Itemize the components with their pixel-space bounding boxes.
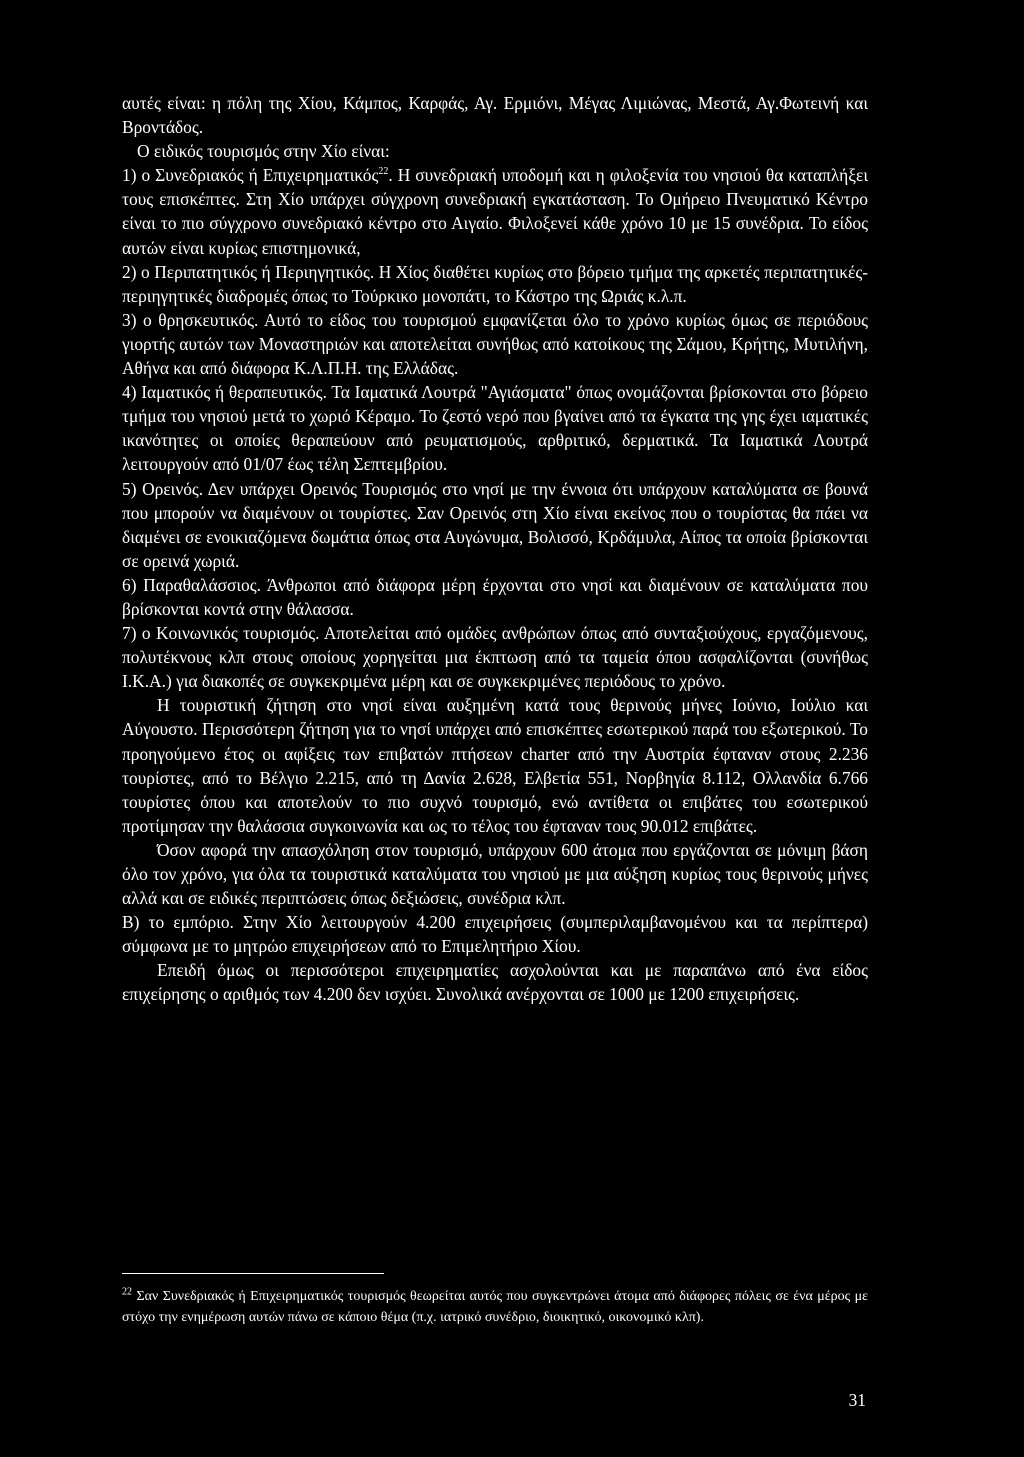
paragraph: 3) ο θρησκευτικός. Αυτό το είδος του τουρισμού εμφανίζεται όλο το χρόνο κυρίως όμως σε περιόδους γιορτής αυτών των Μοναστηριών και αποτελείται συνήθως από κατοίκους της Σάμου, Κρήτης, Μυτιλήνη, Αθήνα και από διάφορα Κ.Λ.Π.Η. της Ελλάδας. [122, 309, 868, 379]
paragraph: 2) ο Περιπατητικός ή Περιηγητικός. Η Χίος διαθέτει κυρίως στο βόρειο τμήμα της αρκετές περιπατητικές-περιηγητικές διαδρομές όπως το Τούρκικο μονοπάτι, το Κάστρο της Ωριάς κ.λ.π. [122, 261, 868, 306]
paragraph: Επειδή όμως οι περισσότεροι επιχειρηματίες ασχολούνται και με παραπάνω από ένα είδος επιχείρησης ο αριθμός των 4.200 δεν ισχύει. Συνολικά ανέρχονται σε 1000 με 1200 επιχειρήσεις. [122, 960, 868, 1005]
paragraph: Β) το εμπόριο. Στην Χίο λειτουργούν 4.200 επιχειρήσεις (συμπεριλαμβανομένου και τα περίπτερα) σύμφωνα με το μητρώο επιχειρήσεων από το Επιμελητήριο Χίου. [122, 912, 868, 957]
paragraph: Ο ειδικός τουρισμός στην Χίο είναι: [137, 141, 390, 162]
paragraph: αυτές είναι: η πόλη της Χίου, Κάμπος, Καρφάς, Αγ. Ερμιόνι, Μέγας Λιμιώνας, Μεστά, Αγ.Φωτεινή και Βροντάδος. [122, 93, 868, 138]
footnote [122, 1286, 868, 1328]
footnote-marker: 22 [122, 1286, 132, 1298]
paragraph: 6) Παραθαλάσσιος. Άνθρωποι από διάφορα μέρη έρχονται στο νησί και διαμένουν σε καταλύματα που βρίσκονται κοντά στην θάλασσα. [122, 574, 868, 619]
body-text [122, 91, 868, 1007]
paragraph [122, 163, 868, 259]
footnote-text: Σαν Συνεδριακός ή Επιχειρηματικός τουρισμός θεωρείται αυτός που συγκεντρώνει άτομα από διάφορες πόλεις σε ένα μέρος με στόχο την ενημέρωση αυτών πάνω σε κάποιο θέμα (π.χ. ιατρικό συνέδριο, διοικητικό, οικονομικό κλπ). [122, 1289, 868, 1325]
page-number: 31 [848, 1390, 866, 1410]
paragraph: Η τουριστική ζήτηση στο νησί είναι αυξημένη κατά τους θερινούς μήνες Ιούνιο, Ιούλιο και Αύγουστο. Περισσότερη ζήτηση για το νησί υπάρχει από επισκέπτες εσωτερικού παρά του εξωτερικού. Το προηγούμενο έτος οι αφίξεις των επιβατών πτήσεων charter από την Αυστρία έφταναν στους 2.236 τουρίστες, από το Βέλγιο 2.215, από τη Δανία 2.628, Ελβετία 551, Νορβηγία 8.112, Ολλανδία 6.766 τουρίστες όπου και αποτελούν το πιο συχνό τουρισμό, ενώ αντίθετα οι επιβάτες του εσωτερικού προτίμησαν την θαλάσσια συγκοινωνία και ως το τέλος του έφταναν τους 90.012 επιβάτες. [122, 695, 868, 836]
paragraph: 7) ο Κοινωνικός τουρισμός. Αποτελείται από ομάδες ανθρώπων όπως από συνταξιούχους, εργαζόμενους, πολυτέκνους κλπ στους οποίους χορηγείται μια έκπτωση από τα ταμεία όπου ασφαλίζονται (συνήθως Ι.Κ.Α.) για διακοπές σε συγκεκριμένα μέρη και σε συγκεκριμένες περιόδους το χρόνο. [122, 623, 868, 692]
footnote-divider [122, 1273, 384, 1274]
paragraph: Όσον αφορά την απασχόληση στον τουρισμό, υπάρχουν 600 άτομα που εργάζονται σε μόνιμη βάση όλο τον χρόνο, για όλα τα τουριστικά καταλύματα του νησιού με μια αύξηση κυρίως τους θερινούς μήνες αλλά και σε ειδικές περιπτώσεις όπως δεξιώσεις, συνέδρια κλπ. [122, 839, 868, 909]
paragraph: 4) Ιαματικός ή θεραπευτικός. Τα Ιαματικά Λουτρά "Αγιάσματα" όπως ονομάζονται βρίσκονται στο βόρειο τμήμα του νησιού μετά το χωριό Κέραμο. Το ζεστό νερό που βγαίνει από τα έγκατα της γης έχει ιαματικές ικανότητες οι οποίες θεραπεύουν από ρευματισμούς, αρθριτικό, δερματικά. Τα Ιαματικά Λουτρά λειτουργούν από 01/07 έως τέλη Σεπτεμβρίου. [122, 382, 868, 475]
footnote-reference: 22 [378, 166, 389, 178]
paragraph-text: . Η συνεδριακή υποδομή και η φιλοξενία του νησιού θα καταπλήξει τους επισκέπτες. Στη Χίο υπάρχει σύγχρονη συνεδριακή εγκατάσταση. Το Ομήρειο Πνευματικό Κέντρο είναι το πιο σύγχρονο συνεδριακό κέντρο στο Αιγαίο. Φιλοξενεί κάθε χρόνο 10 με 15 συνέδρια. Το είδος αυτών είναι κυρίως επιστημονικά, [122, 165, 869, 258]
paragraph-text: 1) ο Συνεδριακός ή Επιχειρηματικός [122, 165, 379, 186]
paragraph: 5) Ορεινός. Δεν υπάρχει Ορεινός Τουρισμός στο νησί με την έννοια ότι υπάρχουν καταλύματα σε βουνά που μπορούν να διαμένουν οι τουρίστες. Σαν Ορεινός στη Χίο είναι εκείνος που ο τουρίστας θα πάει να διαμένει σε ενοικιαζόμενα δωμάτια όπως στα Αυγώνυμα, Βολισσό, Κρδάμυλα, Αίπος τα οποία βρίσκονται σε ορεινά χωριά. [122, 478, 868, 571]
